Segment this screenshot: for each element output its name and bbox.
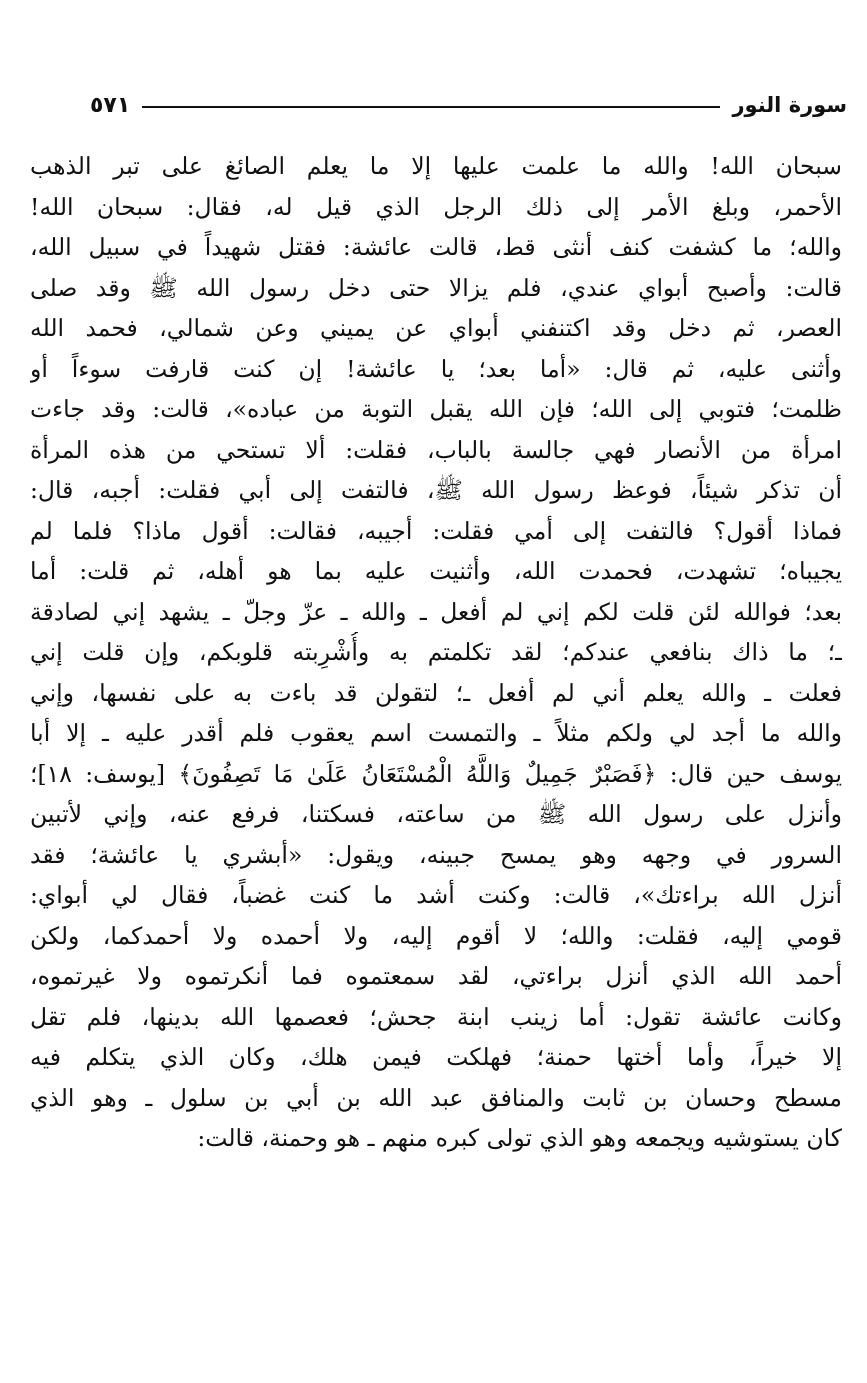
text-line: ظلمت؛ فتوبي إلى الله؛ فإن الله يقبل التوبة من عباده»، قالت: وقد جاءت [30,395,842,423]
header-divider [142,106,720,108]
text-line: مسطح وحسان بن ثابت والمنافق عبد الله بن أبي بن سلول ـ وهو الذي [30,1083,842,1112]
text-line: سبحان الله! والله ما علمت عليها إلا ما يعلم الصائغ على تبر الذهب [30,152,842,180]
text-line: كان يستوشيه ويجمعه وهو الذي تولى كبره منهم ـ هو وحمنة، قالت: [197,1124,842,1152]
quran-verse-line: يوسف حين قال: ﴿فَصَبْرٌ جَمِيلٌ وَاللَّهُ الْمُسْتَعَانُ عَلَىٰ مَا تَصِفُونَ﴾ [يوسف: ١٨]؛ [30,759,842,788]
body-text [30,146,842,1159]
text-line: أن تذكر شيئاً، فوعظ رسول الله ﷺ، فالتفت إلى أبي فقلت: أجبه، قال: [30,476,842,504]
text-line: بعد؛ فوالله لئن قلت لكم إني لم أفعل ـ والله ـ عزّ وجلّ ـ يشهد إني لصادقة [30,597,842,626]
page-header [90,88,847,122]
text-line: يجيباه؛ تشهدت، فحمدت الله، وأثنيت عليه بما هو أهله، ثم قلت: أما [30,557,842,585]
text-line: أنزل الله براءتك»، قالت: وكنت أشد ما كنت غضباً، فقال لي أبواي: [30,881,842,909]
text-line: أحمد الله الذي أنزل براءتي، لقد سمعتموه فما أنكرتموه ولا غيرتموه، [30,962,842,990]
text-line: وأنزل على رسول الله ﷺ من ساعته، فسكتنا، فرفع عنه، وإني لأتبين [30,800,842,828]
text-line: إلا خيراً، وأما أختها حمنة؛ فهلكت فيمن هلك، وكان الذي يتكلم فيه [30,1043,842,1071]
text-line: السرور في وجهه وهو يمسح جبينه، ويقول: «أبشري يا عائشة؛ فقد [30,840,842,869]
text-line: قالت: وأصبح أبواي عندي، فلم يزالا حتى دخل رسول الله ﷺ وقد صلى [30,273,842,302]
text-line: امرأة من الأنصار فهي جالسة بالباب، فقلت: ألا تستحي من هذه المرأة [30,435,842,464]
text-line: ـ؛ ما ذاك بنافعي عندكم؛ لقد تكلمتم به وأُشْرِبته قلوبكم، وإن قلت إني [30,638,842,666]
text-line: وكانت عائشة تقول: أما زينب ابنة جحش؛ فعصمها الله بدينها، فلم تقل [30,1002,842,1031]
page-number: ٥٧١ [90,92,131,118]
text-line: فعلت ـ والله يعلم أني لم أفعل ـ؛ لتقولن قد باءت به على نفسها، وإني [30,678,842,707]
text-line: الأحمر، وبلغ الأمر إلى ذلك الرجل الذي قيل له، فقال: سبحان الله! [30,192,842,221]
text-line: فماذا أقول؟ فالتفت إلى أمي فقلت: أجيبه، فقالت: أقول ماذا؟ فلما لم [30,516,842,545]
surah-title: سورة النور [732,93,847,117]
text-line: قومي إليه، فقلت: والله؛ لا أقوم إليه، ولا أحمده ولا أحمدكما، ولكن [30,921,842,950]
text-line: والله؛ ما كشفت كنف أنثى قط، قالت عائشة: فقتل شهيداً في سبيل الله، [30,233,842,261]
text-line: العصر، ثم دخل وقد اكتنفني أبواي عن يميني وعن شمالي، فحمد الله [30,314,842,342]
text-line: والله ما أجد لي ولكم مثلاً ـ والتمست اسم يعقوب فلم أقدر عليه ـ إلا أبا [30,719,842,747]
text-line: وأثنى عليه، ثم قال: «أما بعد؛ يا عائشة! إن كنت قارفت سوءاً أو [30,354,842,383]
